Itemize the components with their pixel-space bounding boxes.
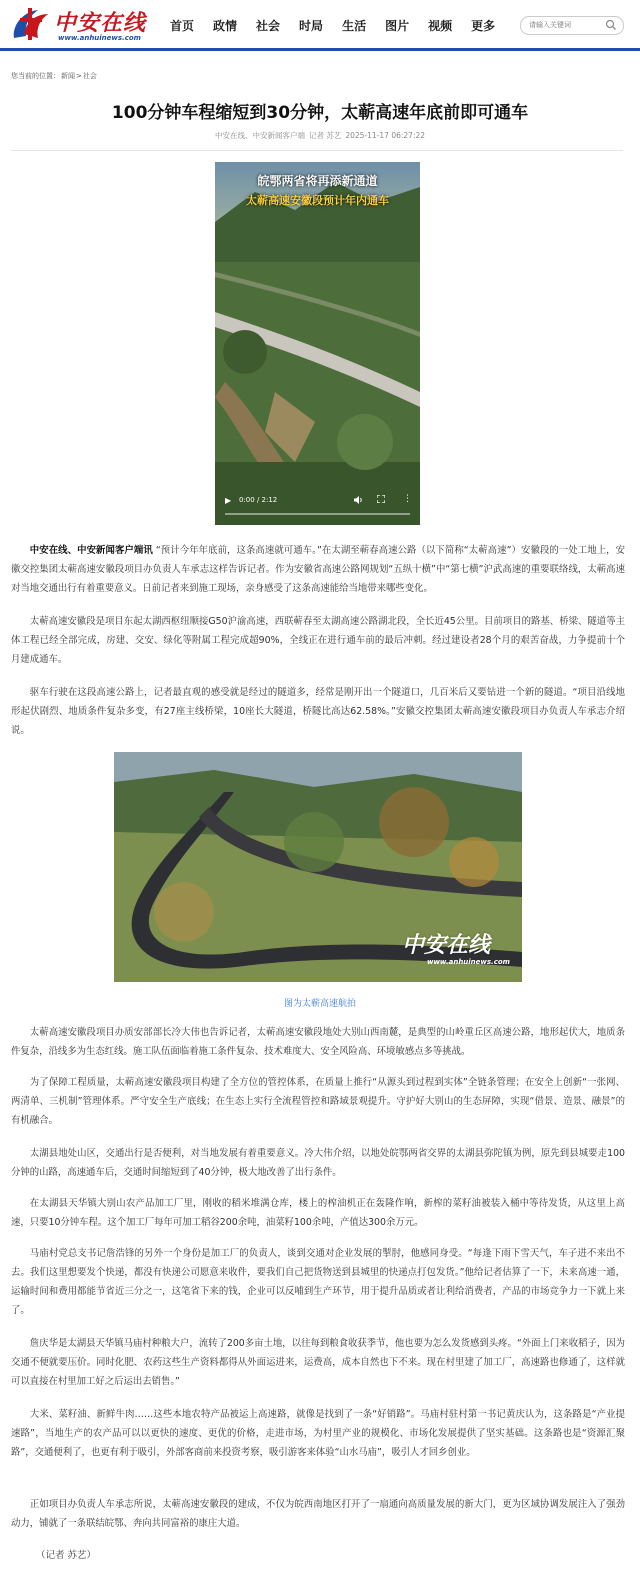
site-logo[interactable] [8, 4, 147, 44]
paragraph-7: 在太湖县天华镇大别山农产品加工厂里，刚收的稻米堆满仓库，楼上的榨油机正在轰隆作响，新榨的菜籽油被装入桶中等待发货，从这里上高速，只要10分钟车程。这个加工厂每年可加工稻谷200余吨，油菜籽100余吨，产值达300余万元。 [11, 1198, 625, 1228]
article-title: 100分钟车程缩短到30分钟，太蕲高速年底前即可通车 [111, 103, 529, 123]
search-box [520, 16, 624, 35]
paragraph-4: 太蕲高速安徽段项目办质安部部长冷大伟也告诉记者，太蕲高速安徽段地处大别山西南麓，是典型的山岭重丘区高速公路，地形起伏大，地质条件复杂，沿线多为生态红线。施工队伍面临着施工条件复杂、技术难度大、安全风险高、环境敏感点多等挑战。 [11, 1027, 625, 1057]
nav-item-life[interactable]: 生活 [342, 19, 367, 33]
paragraph-10: 大米、菜籽油、新鲜牛肉……这些本地农特产品被运上高速路，就像是找到了一条“好销路”。马庙村驻村第一书记黄庆认为，这条路是“产业提速路”，当地生产的农产品可以以更快的速度、更优的价格，走进市场，为村里产业的规模化、市场化发展提供了坚实基础。这条路也是“资源汇聚路”，交通便利了，也更有利于吸引，外部客商前来投资考察，吸引游客来体验“山水马庙”，吸引人才回乡创业。 [11, 1409, 625, 1458]
breadcrumb-link-news[interactable]: 新闻 [61, 72, 75, 80]
paragraph-1 [11, 541, 625, 598]
header-divider [0, 48, 640, 51]
logo-url: www.anhuinews.com [58, 34, 141, 42]
article-reporter: 记者 苏艺 [308, 131, 342, 140]
photo-caption: 图为太蕲高速航拍 [283, 999, 356, 1009]
nav-item-home[interactable]: 首页 [170, 19, 195, 33]
photo-watermark: 中安在线 [402, 932, 491, 958]
video-controls [215, 488, 420, 525]
breadcrumb-prefix: 您当前的位置： [11, 72, 60, 80]
breadcrumb-separator: > [76, 72, 82, 80]
fullscreen-icon[interactable] [377, 495, 385, 503]
paragraph-1-text: “预计今年年底前，这条高速就可通车。”在太湖至蕲春高速公路（以下简称“太蕲高速”）安徽段的一处工地上，安徽交控集团太蕲高速安徽段项目办负责人车承志这样告诉记者。作为安徽省高速公路网规划“五纵十横”中“第七横”沪武高速的重要联络线，太蕲高速对当地交通出行有着重要意义。日前记者来到施工现场，亲身感受了这条高速能给当地带来哪些变化。 [11, 545, 625, 594]
nav-item-politics[interactable]: 政情 [213, 19, 238, 33]
paragraph-9: 詹庆华是太湖县天华镇马庙村种粮大户，流转了200多亩土地，以往每到粮食收获季节，他也要为怎么发货感到头疼。“外面上门来收稻子，因为交通不便就要压价。同时化肥、农药这些生产资料都得从外面运进来，运费高，成本自然也下不来。现在村里建了加工厂，高速路也修通了，这样就可以直接在村里加工好之后运出去销售。” [11, 1338, 625, 1387]
volume-icon[interactable] [353, 495, 363, 505]
video-frame-image [215, 162, 420, 525]
article-author: （记者 苏艺） [36, 1550, 97, 1561]
video-player[interactable] [215, 162, 420, 525]
paragraph-2: 太蕲高速安徽段是项目东起太湖西枢纽顺接G50沪渝高速，西联蕲春至太湖高速公路湖北段，全长近45公里。目前项目的路基、桥梁、隧道等主体工程已经全部完成，房建、交安、绿化等附属工程完成超90%，全线正在进行通车前的最后冲刺。经过建设者28个月的艰苦奋战，力争提前十个月建成通车。 [11, 616, 625, 665]
video-caption-line1: 皖鄂两省将再添新通道 [257, 174, 378, 188]
paragraph-5: 为了保障工程质量，太蕲高速安徽段项目构建了全方位的管控体系，在质量上推行“从源头到过程到实体”全链条管理；在安全上创新“一张网、两清单、三机制”管理体系。严守安全生产底线；在生态上实行全流程管控和路域景观提升。守护好大别山的生态屏障，实现“借景、造景、融景”的有机融合。 [11, 1077, 625, 1126]
photo-watermark-url: www.anhuinews.com [427, 958, 510, 966]
paragraph-11: 正如项目办负责人车承志所说，太蕲高速安徽段的建成，不仅为皖西南地区打开了一扇通向高质量发展的新大门，更为区域协调发展注入了强劲动力，铺就了一条联结皖鄂、奔向共同富裕的康庄大道。 [11, 1499, 625, 1529]
breadcrumb-link-society[interactable]: 社会 [82, 72, 97, 80]
search-input[interactable] [529, 19, 601, 31]
nav-item-video[interactable]: 视频 [428, 19, 453, 33]
paragraph-6: 太湖县地处山区，交通出行是否便利，对当地发展有着重要意义。冷大伟介绍，以地处皖鄂两省交界的太湖县弥陀镇为例，原先到县城要走100分钟的山路，高速通车后，交通时间缩短到了40分钟，极大地改善了出行条件。 [11, 1148, 625, 1178]
article-source: 中安在线、中安新闻客户端 [214, 131, 305, 140]
play-icon[interactable]: ▶ [225, 496, 232, 505]
paragraph-8: 马庙村党总支书记詹浩锋的另外一个身份是加工厂的负责人，谈到交通对企业发展的掣肘，他感同身受。“每逢下雨下雪天气，车子进不来出不去。我们这里想要发个快递，都没有快递公司愿意来收件，要我们自己把货物送到县城里的快递点打包发货。”他给记者估算了一下，未来高速一通，运输时间和费用都能节省近三分之一，这笔省下来的钱，企业可以反哺到生产环节，用于提升品质或者让利给消费者，产品的市场竞争力一下就上来了。 [11, 1248, 625, 1316]
dateline-lead: 中安在线、中安新闻客户端讯 [29, 545, 153, 556]
logo-text: 中安在线 [54, 10, 147, 36]
video-progress-bar[interactable] [225, 513, 410, 515]
article-meta [0, 130, 640, 141]
article-datetime: 2025-11-17 06:27:22 [345, 131, 426, 140]
site-header [0, 0, 640, 48]
nav-item-society[interactable]: 社会 [256, 19, 281, 33]
more-options-icon[interactable]: ⋮ [403, 494, 412, 504]
title-divider [11, 150, 623, 151]
video-caption-line2: 太蕲高速安徽段预计年内通车 [246, 194, 389, 207]
logo-emblem-icon [8, 4, 52, 44]
nav-item-current-affairs[interactable]: 时局 [299, 19, 324, 33]
nav-item-more[interactable]: 更多 [471, 19, 496, 33]
article-photo [114, 752, 522, 982]
paragraph-3: 驱车行驶在这段高速公路上，记者最直观的感受就是经过的隧道多，经常是刚开出一个隧道口，几百米后又要钻进一个新的隧道。“项目沿线地形起伏剧烈、地质条件复杂多变，有27座主线桥梁，10座长大隧道，桥隧比高达62.58%。”安徽交控集团太蕲高速安徽段项目办负责人车承志介绍说。 [11, 687, 625, 736]
search-icon[interactable] [605, 19, 617, 31]
main-nav [170, 17, 514, 34]
nav-item-pictures[interactable]: 图片 [385, 19, 410, 33]
breadcrumb [11, 71, 98, 81]
video-time: 0:00 / 2:12 [239, 496, 278, 504]
